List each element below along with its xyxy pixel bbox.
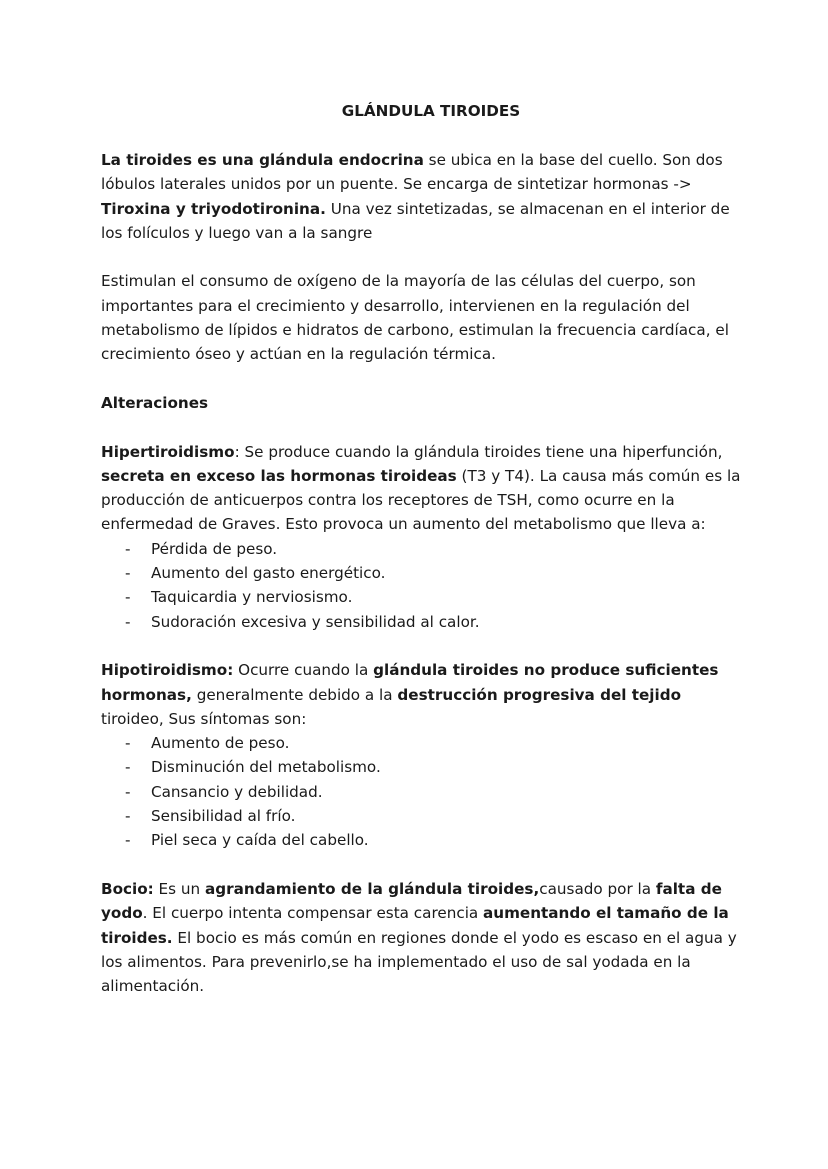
bocio-text-1: Es un xyxy=(153,879,205,898)
hipo-bold-3: destrucción progresiva del tejido xyxy=(397,685,682,704)
hipo-text-2: generalmente debido a la xyxy=(191,685,398,704)
document-body xyxy=(101,98,741,1023)
list-item: - Cansancio y debilidad. xyxy=(125,780,741,804)
list-item: - Disminución del metabolismo. xyxy=(125,755,741,779)
bocio-text-4: El bocio es más común en regiones donde el yodo es escaso en el agua y los alimentos. Para prevenirlo,se ha implementado el uso de sal yodada en la alimentación. xyxy=(101,928,737,996)
bocio-bold-2: agrandamiento de la glándula tiroides, xyxy=(204,879,540,898)
bocio-text-3: . El cuerpo intenta compensar esta carencia xyxy=(142,904,484,923)
hipo-text-3: tiroideo, Sus síntomas son: xyxy=(101,709,307,728)
intro-text-2: Una vez sintetizadas, se almacenan en el interior de los folículos y luego van a la sangre xyxy=(101,199,730,242)
hiper-text-2: (T3 y T4). La causa más común es la producción de anticuerpos contra los receptores de TSH, como ocurre en la enfermedad de Graves. Esto provoca un aumento del metabolismo que lleva a: xyxy=(101,466,741,534)
functions-paragraph: Estimulan el consumo de oxígeno de la mayoría de las células del cuerpo, son importantes para el crecimiento y desarrollo, intervienen en la regulación del metabolismo de lípidos e hidratos de carbono, estimulan la frecuencia cardíaca, el crecimiento óseo y actúan en la regulación térmica. xyxy=(101,272,729,364)
hipo-text-1: Ocurre cuando la xyxy=(233,661,374,680)
bocio-paragraph xyxy=(101,877,741,998)
list-item: - Taquicardia y nerviosismo. xyxy=(125,585,741,609)
alteraciones-heading: Alteraciones xyxy=(101,393,209,412)
bocio-bold-1: Bocio: xyxy=(101,879,154,898)
hiper-bold-2: secreta en exceso las hormonas tiroideas xyxy=(101,466,457,485)
hipo-bold-1: Hipotiroidismo: xyxy=(101,661,234,680)
list-item: - Pérdida de peso. xyxy=(125,537,741,561)
intro-bold-2: Tiroxina y triyodotironina. xyxy=(101,199,326,218)
document-title: GLÁNDULA TIROIDES xyxy=(341,102,521,120)
intro-bold-1: La tiroides es una glándula endocrina xyxy=(101,151,424,169)
hipertiroidismo-list xyxy=(101,537,741,634)
hipotiroidismo-list-wrap xyxy=(101,731,741,852)
bocio-bold-3: falta de yodo xyxy=(101,879,722,923)
intro-paragraph xyxy=(101,148,741,245)
hipotiroidismo-list xyxy=(101,731,741,852)
bocio-text-2: causado por la xyxy=(539,879,656,898)
hipertiroidismo-paragraph xyxy=(101,440,741,537)
list-item: - Sudoración excesiva y sensibilidad al calor. xyxy=(125,610,741,634)
bocio-bold-4: aumentando el tamaño de la tiroides. xyxy=(101,904,729,947)
list-item: - Sensibilidad al frío. xyxy=(125,804,741,828)
list-item: - Piel seca y caída del cabello. xyxy=(125,828,741,852)
hiper-text-1: : Se produce cuando la glándula tiroides tiene una hiperfunción, xyxy=(234,442,723,461)
hiper-bold-1: Hipertiroidismo xyxy=(101,442,235,461)
intro-text-1: se ubica en la base del cuello. Son dos lóbulos laterales unidos por un puente. Se encarga de sintetizar hormonas -> xyxy=(101,151,723,194)
hipotiroidismo-paragraph xyxy=(101,658,741,731)
hipo-bold-2: glándula tiroides no produce suficientes hormonas, xyxy=(101,661,719,704)
hipertiroidismo-list-wrap xyxy=(101,537,741,634)
list-item: - Aumento del gasto energético. xyxy=(125,561,741,585)
list-item: - Aumento de peso. xyxy=(125,731,741,755)
